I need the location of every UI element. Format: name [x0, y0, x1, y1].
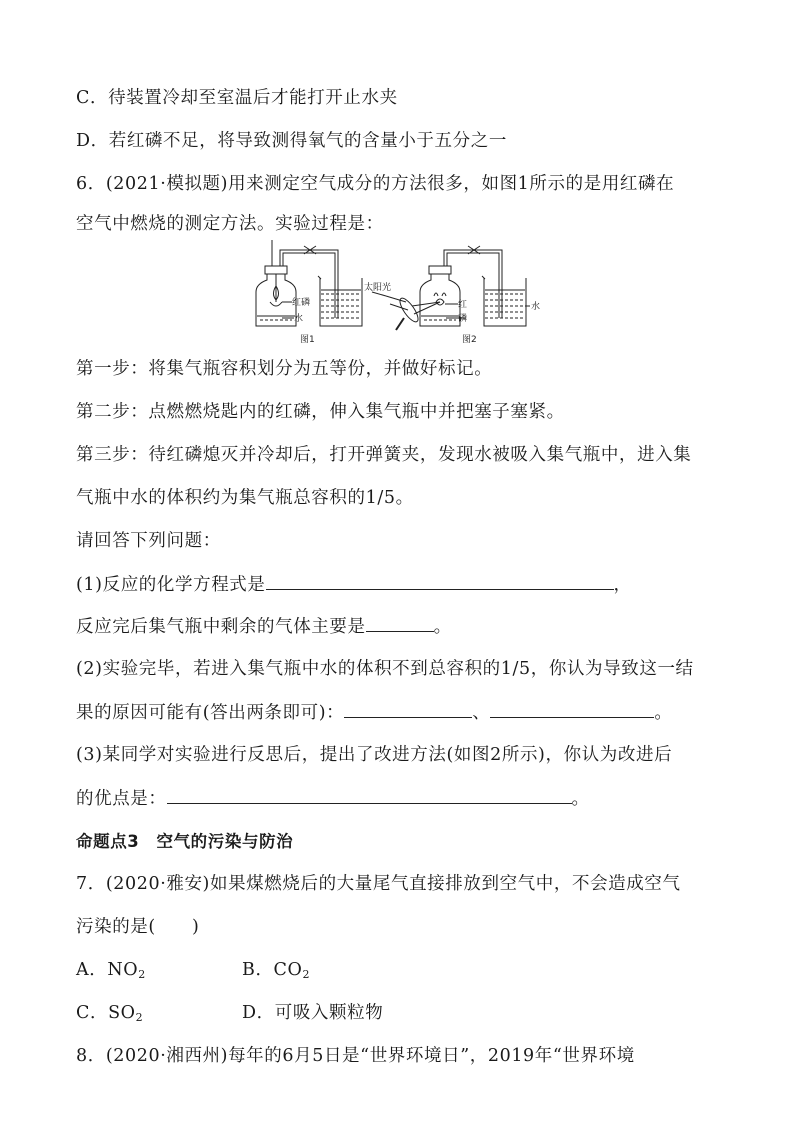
- question-2-line-1: (2)实验完毕，若进入集气瓶中水的体积不到总容积的1/5，你认为导致这一结: [76, 659, 694, 679]
- answer-blank-remaining-gas[interactable]: [366, 614, 434, 632]
- question-2-line-2: [76, 700, 672, 725]
- answer-blank-reason-2[interactable]: [490, 700, 654, 718]
- question-2-end: 。: [654, 703, 673, 723]
- question-7-line-1: 7．(2020·雅安)如果煤燃烧后的大量尾气直接排放到空气中，不会造成空气: [76, 874, 681, 894]
- option-c[interactable]: C．$SO_2$: [76, 1003, 144, 1024]
- step-3-line-2: 气瓶中水的体积约为集气瓶总容积的1/5。: [76, 488, 414, 508]
- question-3-line-1: (3)某同学对实验进行反思后，提出了改进方法(如图2所示)，你认为改进后: [76, 745, 673, 765]
- stopper-2: [429, 266, 451, 274]
- figure-1-caption: 图1: [300, 335, 315, 345]
- option-c-text: C．待装置冷却至室温后才能打开止水夹: [76, 88, 398, 108]
- option-a[interactable]: A．$NO_2$: [76, 960, 146, 981]
- figure-2-caption: 图2: [462, 335, 477, 345]
- question-1b-end: 。: [433, 617, 452, 637]
- label-sunlight: 太阳光: [364, 283, 392, 293]
- label-red-phosphorus: 红磷: [292, 298, 311, 308]
- question-2-separator: 、: [472, 703, 491, 723]
- question-1-end: ，: [613, 575, 632, 595]
- option-b[interactable]: B．$CO_2$: [242, 960, 311, 981]
- option-d-text: D．若红磷不足，将导致测得氧气的含量小于五分之一: [76, 131, 507, 151]
- question-6-line-1: 6．(2021·模拟题)用来测定空气成分的方法很多，如图1所示的是用红磷在: [76, 174, 675, 194]
- label-water: 水: [294, 314, 304, 324]
- answer-prompt: 请回答下列问题：: [76, 531, 221, 551]
- answer-blank-advantage[interactable]: [167, 786, 572, 804]
- step-1-text: 第一步：将集气瓶容积划分为五等份，并做好标记。: [76, 359, 493, 379]
- answer-blank-equation[interactable]: [266, 572, 614, 590]
- answer-blank-reason-1[interactable]: [344, 700, 472, 718]
- question-8-line-1: 8．(2020·湘西州)每年的6月5日是“世界环境日”，2019年“世界环境: [76, 1046, 635, 1066]
- step-2-text: 第二步：点燃燃烧匙内的红磷，伸入集气瓶中并把塞子塞紧。: [76, 402, 565, 422]
- step-3-line-1: 第三步：待红磷熄灭并冷却后，打开弹簧夹，发现水被吸入集气瓶中，进入集: [76, 445, 692, 465]
- stopper: [265, 266, 287, 274]
- question-1-text: (1)反应的化学方程式是: [76, 575, 266, 595]
- section-heading: 命题点3 空气的污染与防治: [76, 832, 294, 851]
- label-red: 红: [458, 300, 468, 310]
- question-7-line-2: 污染的是( ): [76, 917, 200, 937]
- figure-1-apparatus: [256, 240, 362, 326]
- beaker-2: [484, 278, 526, 326]
- question-1-line: [76, 572, 632, 597]
- beaker: [320, 278, 362, 326]
- question-3-line-2: [76, 786, 590, 811]
- experiment-figure: [246, 238, 546, 348]
- option-d[interactable]: D．可吸入颗粒物: [242, 1003, 384, 1023]
- question-7-options-row-2: [76, 1001, 383, 1030]
- question-3-end: 。: [571, 789, 590, 809]
- question-1b-text: 反应完后集气瓶中剩余的气体主要是: [76, 617, 366, 637]
- label-phosphorus: 磷: [458, 314, 468, 324]
- question-1b-line: [76, 614, 452, 639]
- question-2-text: 果的原因可能有(答出两条即可)：: [76, 703, 345, 723]
- figure-2-apparatus: [372, 246, 530, 330]
- label-water-2: 水: [531, 302, 541, 312]
- question-7-options-row-1: [76, 958, 310, 987]
- question-6-line-2: 空气中燃烧的测定方法。实验过程是：: [76, 214, 384, 234]
- apparatus-diagram: [246, 238, 546, 348]
- question-3-text: 的优点是：: [76, 789, 167, 809]
